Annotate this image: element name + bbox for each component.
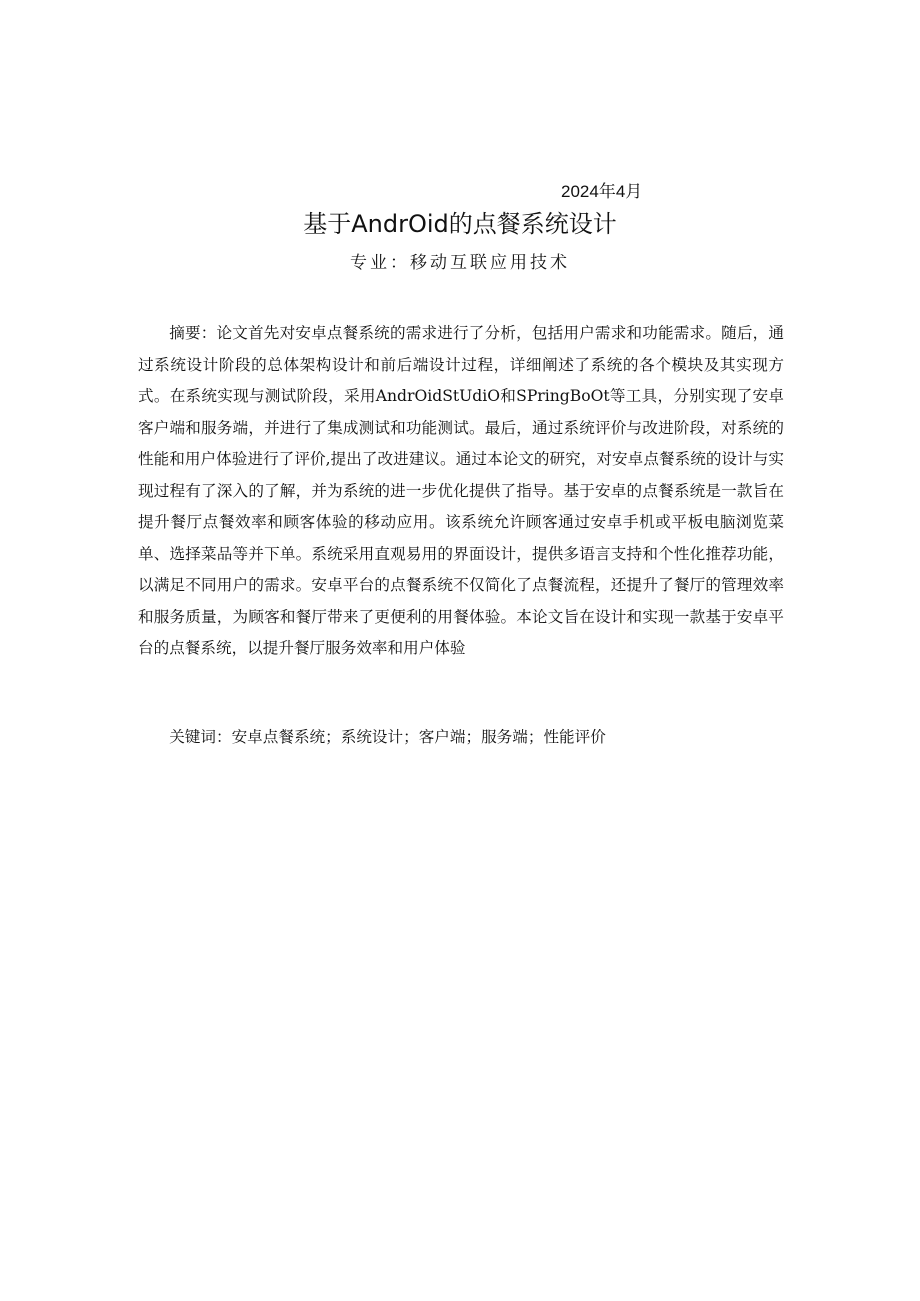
paper-title: 基于AndrOid的点餐系统设计 — [303, 210, 617, 238]
document-date: 2024年4月 — [561, 182, 643, 201]
abstract-paragraph: 摘要：论文首先对安卓点餐系统的需求进行了分析，包括用户需求和功能需求。随后，通过系统设计阶段的总体架构设计和前后端设计过程，详细阐述了系统的各个模块及其实现方式。在系统实现与测试阶段，采用AndrOidStUdiO和SPringBoOt等工具，分别实现了安卓客户端和服务端，并进行了集成测试和功能测试。最后，通过系统评价与改进阶段，对系统的性能和用户体验进行了评价,提出了改进建议。通过本论文的研究，对安卓点餐系统的设计与实现过程有了深入的了解，并为系统的进一步优化提供了指导。基于安卓的点餐系统是一款旨在提升餐厅点餐效率和顾客体验的移动应用。该系统允许顾客通过安卓手机或平板电脑浏览菜单、选择菜品等并下单。系统采用直观易用的界面设计，提供多语言支持和个性化推荐功能，以满足不同用户的需求。安卓平台的点餐系统不仅简化了点餐流程，还提升了餐厅的管理效率和服务质量，为顾客和餐厅带来了更便利的用餐体验。本论文旨在设计和实现一款基于安卓平台的点餐系统，以提升餐厅服务效率和用户体验 — [138, 324, 784, 657]
keywords-line: 关键词：安卓点餐系统；系统设计；客户端；服务端；性能评价 — [169, 728, 606, 746]
major-line: 专业：移动互联应用技术 — [350, 253, 570, 273]
